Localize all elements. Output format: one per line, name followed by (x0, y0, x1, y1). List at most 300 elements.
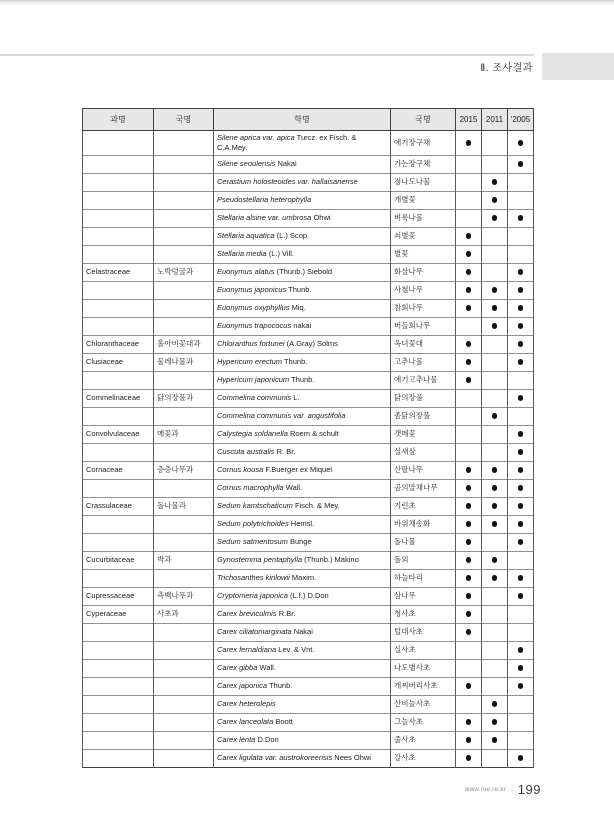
scientific-name-cell (214, 407, 391, 425)
section-title: Ⅱ. 조사결과 (480, 63, 533, 74)
site-url: www.nie.re.kr (464, 786, 507, 793)
year-2015-cell (456, 659, 482, 677)
year-2015-cell (456, 389, 482, 407)
korean-name-cell: 애기고추나물 (391, 371, 456, 389)
presence-dot (518, 305, 524, 311)
column-header-2015: 2015 (456, 109, 482, 131)
presence-dot (492, 503, 498, 509)
family-cell (83, 371, 154, 389)
family-korean-cell (154, 299, 214, 317)
author-citation: R.Br. (276, 609, 296, 619)
family-cell: Cucurbitaceae (83, 551, 154, 569)
year-2015-cell (456, 425, 482, 443)
korean-name-cell: 산비늘사초 (391, 695, 456, 713)
year-2011-cell (482, 281, 508, 299)
author-citation: Thunb. (286, 285, 312, 295)
year-2011-cell (482, 209, 508, 227)
scientific-name: Chloranthus fortunei (217, 339, 285, 349)
year-2015-cell (456, 227, 482, 245)
year-2011-cell (482, 479, 508, 497)
presence-dot (466, 485, 472, 491)
scientific-name-cell (214, 569, 391, 587)
family-korean-cell: 돌나물과 (154, 497, 214, 515)
scientific-name-cell (214, 659, 391, 677)
presence-dot (466, 341, 472, 347)
family-korean-cell (154, 245, 214, 263)
table-row (83, 299, 534, 317)
presence-dot (466, 539, 472, 545)
family-korean-cell: 홀아비꽃대과 (154, 335, 214, 353)
scientific-name-cell (214, 317, 391, 335)
year-2011-cell (482, 749, 508, 767)
presence-dot (466, 377, 472, 383)
table-row (83, 749, 534, 767)
year-2015-cell (456, 497, 482, 515)
year-2005-cell (508, 131, 534, 156)
table-row (83, 317, 534, 335)
presence-dot (492, 197, 498, 203)
year-2015-cell (456, 677, 482, 695)
scientific-name-cell (214, 443, 391, 461)
family-cell (83, 245, 154, 263)
table-row (83, 605, 534, 623)
korean-name-cell: 기린초 (391, 497, 456, 515)
korean-name-cell: 실새삼 (391, 443, 456, 461)
family-korean-cell (154, 731, 214, 749)
family-korean-cell: 닭의장풀과 (154, 389, 214, 407)
column-header-family: 과명 (83, 109, 154, 131)
year-2011-cell (482, 533, 508, 551)
korean-name-cell: 화살나무 (391, 263, 456, 281)
presence-dot (492, 179, 498, 185)
family-cell: Celastraceae (83, 263, 154, 281)
year-2015-cell (456, 281, 482, 299)
korean-name-cell: 줄사초 (391, 731, 456, 749)
scientific-name-cell (214, 245, 391, 263)
year-2015-cell (456, 695, 482, 713)
scientific-name: Sedum kamtschaticum (217, 501, 293, 511)
family-korean-cell: 측백나무과 (154, 587, 214, 605)
scientific-name: Euonymus alatus (217, 267, 275, 277)
family-cell (83, 155, 154, 173)
scientific-name: Carex ligulata var. austrokoreensis (217, 753, 333, 763)
presence-dot (518, 359, 524, 365)
korean-name-cell: 닭의장풀 (391, 389, 456, 407)
scientific-name-cell (214, 425, 391, 443)
family-cell (83, 515, 154, 533)
table-row (83, 209, 534, 227)
korean-name-cell: 고추나물 (391, 353, 456, 371)
year-2005-cell (508, 551, 534, 569)
scan-edge (0, 0, 614, 6)
year-2015-cell (456, 533, 482, 551)
scientific-name-cell (214, 131, 391, 156)
author-citation: Lev. & Vnt. (276, 645, 315, 655)
column-header-scientific-name: 학명 (214, 109, 391, 131)
author-citation: Wall. (257, 663, 276, 673)
korean-name-cell: 삼나무 (391, 587, 456, 605)
year-2011-cell (482, 263, 508, 281)
family-cell: Clusiaceae (83, 353, 154, 371)
scientific-name: Carex lanceolata (217, 717, 274, 727)
presence-dot (466, 269, 472, 275)
family-korean-cell (154, 713, 214, 731)
year-2015-cell (456, 209, 482, 227)
korean-name-cell: 갈사초 (391, 749, 456, 767)
year-2005-cell (508, 677, 534, 695)
presence-dot (518, 449, 524, 455)
scientific-name-cell (214, 497, 391, 515)
scientific-name: Sedum polytrichoides (217, 519, 289, 529)
scientific-name: Cornus macrophylla (217, 483, 284, 493)
scientific-name: Hypericum japonicum (217, 375, 290, 385)
presence-dot (466, 629, 472, 635)
scientific-name-cell (214, 587, 391, 605)
presence-dot (518, 593, 524, 599)
column-header-2011: 2011 (482, 109, 508, 131)
year-2015-cell (456, 713, 482, 731)
author-citation: Ohwi (311, 213, 331, 223)
year-2011-cell (482, 191, 508, 209)
table-row (83, 227, 534, 245)
year-2015-cell (456, 353, 482, 371)
year-2005-cell (508, 569, 534, 587)
header-rule (0, 54, 534, 56)
family-cell (83, 281, 154, 299)
author-citation: Boott (273, 717, 293, 727)
author-citation: Maxim. (289, 573, 317, 583)
scientific-name-cell (214, 533, 391, 551)
family-cell (83, 317, 154, 335)
author-citation: Thunb. (282, 357, 308, 367)
korean-name-cell: 하늘타리 (391, 569, 456, 587)
table-row (83, 461, 534, 479)
year-2011-cell (482, 371, 508, 389)
scientific-name-cell (214, 227, 391, 245)
family-cell (83, 749, 154, 767)
scientific-name: Stellaria aquatica (217, 231, 275, 241)
korean-name-cell: 쇠별꽃 (391, 227, 456, 245)
year-2015-cell (456, 461, 482, 479)
korean-name-cell: 청사초 (391, 605, 456, 623)
scientific-name: Silene aprica var. apica (217, 133, 295, 142)
year-2015-cell (456, 569, 482, 587)
year-2015-cell (456, 515, 482, 533)
author-citation: D.Don (255, 735, 279, 745)
presence-dot (466, 557, 472, 563)
family-korean-cell (154, 173, 214, 191)
family-korean-cell: 메꽃과 (154, 425, 214, 443)
presence-dot (466, 737, 472, 743)
year-2005-cell (508, 245, 534, 263)
family-cell: Cupressaceae (83, 587, 154, 605)
family-korean-cell (154, 749, 214, 767)
year-2005-cell (508, 515, 534, 533)
table-row (83, 677, 534, 695)
presence-dot (518, 755, 524, 761)
author-citation: (L.) Vill. (266, 249, 294, 259)
scientific-name-cell (214, 281, 391, 299)
year-2005-cell (508, 533, 534, 551)
scientific-name: Commelina communis (217, 393, 292, 403)
korean-name-cell: 좀닭의장풀 (391, 407, 456, 425)
table-row (83, 353, 534, 371)
year-2005-cell (508, 281, 534, 299)
korean-name-cell: 돌나물 (391, 533, 456, 551)
scientific-name-cell (214, 695, 391, 713)
year-2015-cell (456, 605, 482, 623)
family-cell (83, 569, 154, 587)
presence-dot (466, 233, 472, 239)
year-2011-cell (482, 389, 508, 407)
korean-name-cell: 개찌버리사초 (391, 677, 456, 695)
author-citation: Miq. (289, 303, 306, 313)
scientific-name: Euonymus trapococus (217, 321, 292, 331)
table-row (83, 479, 534, 497)
table-row (83, 659, 534, 677)
family-korean-cell (154, 479, 214, 497)
year-2011-cell (482, 155, 508, 173)
year-2015-cell (456, 749, 482, 767)
year-2015-cell (456, 299, 482, 317)
family-cell: Cyperaceae (83, 605, 154, 623)
table-row (83, 389, 534, 407)
family-korean-cell (154, 443, 214, 461)
scientific-name-cell (214, 209, 391, 227)
year-2011-cell (482, 677, 508, 695)
family-korean-cell: 노박덩굴과 (154, 263, 214, 281)
year-2011-cell (482, 443, 508, 461)
presence-dot (492, 287, 498, 293)
author-citation: F.Buerger ex Miquel (263, 465, 333, 475)
scientific-name: Hypericum erectum (217, 357, 283, 367)
table-row (83, 407, 534, 425)
presence-dot (466, 305, 472, 311)
author-citation: (Thunb.) Siebold (274, 267, 333, 277)
author-citation: Thunb. (289, 375, 315, 385)
scientific-name-cell (214, 749, 391, 767)
scientific-name: Carex breviculmis (217, 609, 277, 619)
chapter-side-tab (542, 53, 614, 80)
presence-dot (492, 719, 498, 725)
scientific-name: Stellaria alsine var. umbrosa (217, 213, 312, 223)
scientific-name: Pseudostellaria heterophylla (217, 195, 312, 205)
table-row (83, 623, 534, 641)
scientific-name: Trichosanthes kirilowii (217, 573, 290, 583)
presence-dot (518, 485, 524, 491)
family-korean-cell (154, 533, 214, 551)
author-citation: Nakai (275, 159, 297, 169)
table-row (83, 515, 534, 533)
family-cell: Crassulaceae (83, 497, 154, 515)
family-cell (83, 407, 154, 425)
scientific-name-cell (214, 299, 391, 317)
presence-dot (466, 755, 472, 761)
scientific-name: Euonymus japonicus (217, 285, 287, 295)
family-korean-cell (154, 281, 214, 299)
presence-dot (466, 683, 472, 689)
presence-dot (492, 467, 498, 473)
presence-dot (518, 341, 524, 347)
year-2011-cell (482, 551, 508, 569)
table-row (83, 641, 534, 659)
family-cell (83, 131, 154, 156)
family-cell (83, 641, 154, 659)
family-korean-cell (154, 227, 214, 245)
year-2011-cell (482, 587, 508, 605)
table-row (83, 335, 534, 353)
presence-dot (492, 215, 498, 221)
family-korean-cell (154, 191, 214, 209)
year-2011-cell (482, 227, 508, 245)
year-2005-cell (508, 479, 534, 497)
family-korean-cell (154, 677, 214, 695)
korean-name-cell: 버들회나무 (391, 317, 456, 335)
family-korean-cell (154, 641, 214, 659)
presence-dot (518, 521, 524, 527)
korean-name-cell: 그늘사초 (391, 713, 456, 731)
scientific-name: Stellaria media (217, 249, 267, 259)
year-2005-cell (508, 353, 534, 371)
presence-dot (466, 593, 472, 599)
year-2015-cell (456, 131, 482, 156)
family-cell (83, 173, 154, 191)
scientific-name-cell (214, 353, 391, 371)
table-header-row (83, 109, 534, 131)
presence-dot (466, 467, 472, 473)
presence-dot (466, 503, 472, 509)
author-citation: (Thunb.) Makino (302, 555, 359, 565)
scientific-name: Carex heterolepis (217, 699, 276, 709)
year-2011-cell (482, 569, 508, 587)
year-2005-cell (508, 749, 534, 767)
family-cell (83, 677, 154, 695)
year-2005-cell (508, 263, 534, 281)
year-2011-cell (482, 695, 508, 713)
author-citation: (L.) Scop. (274, 231, 310, 241)
year-2005-cell (508, 659, 534, 677)
year-2011-cell (482, 245, 508, 263)
korean-name-cell: 점나도나물 (391, 173, 456, 191)
korean-name-cell: 바위채송화 (391, 515, 456, 533)
family-korean-cell (154, 407, 214, 425)
family-cell: Cornaceae (83, 461, 154, 479)
scientific-name-cell (214, 677, 391, 695)
presence-dot (518, 287, 524, 293)
author-citation: R. Br. (274, 447, 296, 457)
presence-dot (518, 215, 524, 221)
korean-name-cell: 나도별사초 (391, 659, 456, 677)
scientific-name: Carex lenta (217, 735, 256, 745)
presence-dot (466, 251, 472, 257)
scientific-name-cell (214, 335, 391, 353)
family-korean-cell (154, 155, 214, 173)
year-2015-cell (456, 551, 482, 569)
year-2011-cell (482, 407, 508, 425)
presence-dot (518, 647, 524, 653)
family-cell (83, 713, 154, 731)
presence-dot (492, 521, 498, 527)
year-2015-cell (456, 155, 482, 173)
scientific-name: Gynostemma pentaphylla (217, 555, 303, 565)
year-2015-cell (456, 191, 482, 209)
year-2011-cell (482, 173, 508, 191)
year-2015-cell (456, 407, 482, 425)
year-2005-cell (508, 155, 534, 173)
year-2005-cell (508, 713, 534, 731)
family-cell (83, 227, 154, 245)
korean-name-cell: 애기장구채 (391, 131, 456, 156)
scientific-name: Carex japonica (217, 681, 268, 691)
presence-dot (518, 431, 524, 437)
korean-name-cell: 사철나무 (391, 281, 456, 299)
scientific-name-cell (214, 551, 391, 569)
presence-dot (492, 485, 498, 491)
family-cell (83, 443, 154, 461)
author-citation: Fisch. & Mey. (292, 501, 340, 511)
author-citation: Thunb. (267, 681, 293, 691)
year-2015-cell (456, 731, 482, 749)
presence-dot (492, 701, 498, 707)
presence-dot (518, 140, 524, 146)
presence-dot (492, 575, 498, 581)
table-row (83, 497, 534, 515)
scientific-name-cell (214, 515, 391, 533)
year-2015-cell (456, 443, 482, 461)
year-2005-cell (508, 371, 534, 389)
year-2011-cell (482, 131, 508, 156)
presence-dot (466, 521, 472, 527)
table-body (83, 131, 534, 768)
year-2005-cell (508, 605, 534, 623)
column-header-family-korean: 국명 (154, 109, 214, 131)
year-2015-cell (456, 173, 482, 191)
year-2005-cell (508, 227, 534, 245)
year-2011-cell (482, 461, 508, 479)
scientific-name: Silene seoulensis (217, 159, 276, 169)
presence-dot (466, 287, 472, 293)
year-2015-cell (456, 587, 482, 605)
presence-dot (492, 305, 498, 311)
family-cell (83, 299, 154, 317)
year-2005-cell (508, 317, 534, 335)
scientific-name-cell (214, 371, 391, 389)
author-citation: Nakai (291, 627, 313, 637)
year-2005-cell (508, 623, 534, 641)
scientific-name-cell (214, 155, 391, 173)
table-row (83, 587, 534, 605)
scientific-name-cell (214, 263, 391, 281)
scientific-name-cell (214, 479, 391, 497)
korean-name-cell: 갯메꽃 (391, 425, 456, 443)
year-2011-cell (482, 299, 508, 317)
author-citation: (A.Gray) Solms (284, 339, 338, 349)
presence-dot (492, 413, 498, 419)
author-citation: Nees Ohwi (332, 753, 371, 763)
year-2011-cell (482, 641, 508, 659)
table-row (83, 533, 534, 551)
table-row (83, 713, 534, 731)
presence-dot (518, 395, 524, 401)
presence-dot (518, 323, 524, 329)
presence-dot (466, 611, 472, 617)
footer-divider: | (511, 786, 513, 793)
year-2005-cell (508, 497, 534, 515)
scientific-name: Euonymus oxyphyllus (217, 303, 290, 313)
family-korean-cell (154, 131, 214, 156)
family-korean-cell (154, 209, 214, 227)
year-2005-cell (508, 191, 534, 209)
